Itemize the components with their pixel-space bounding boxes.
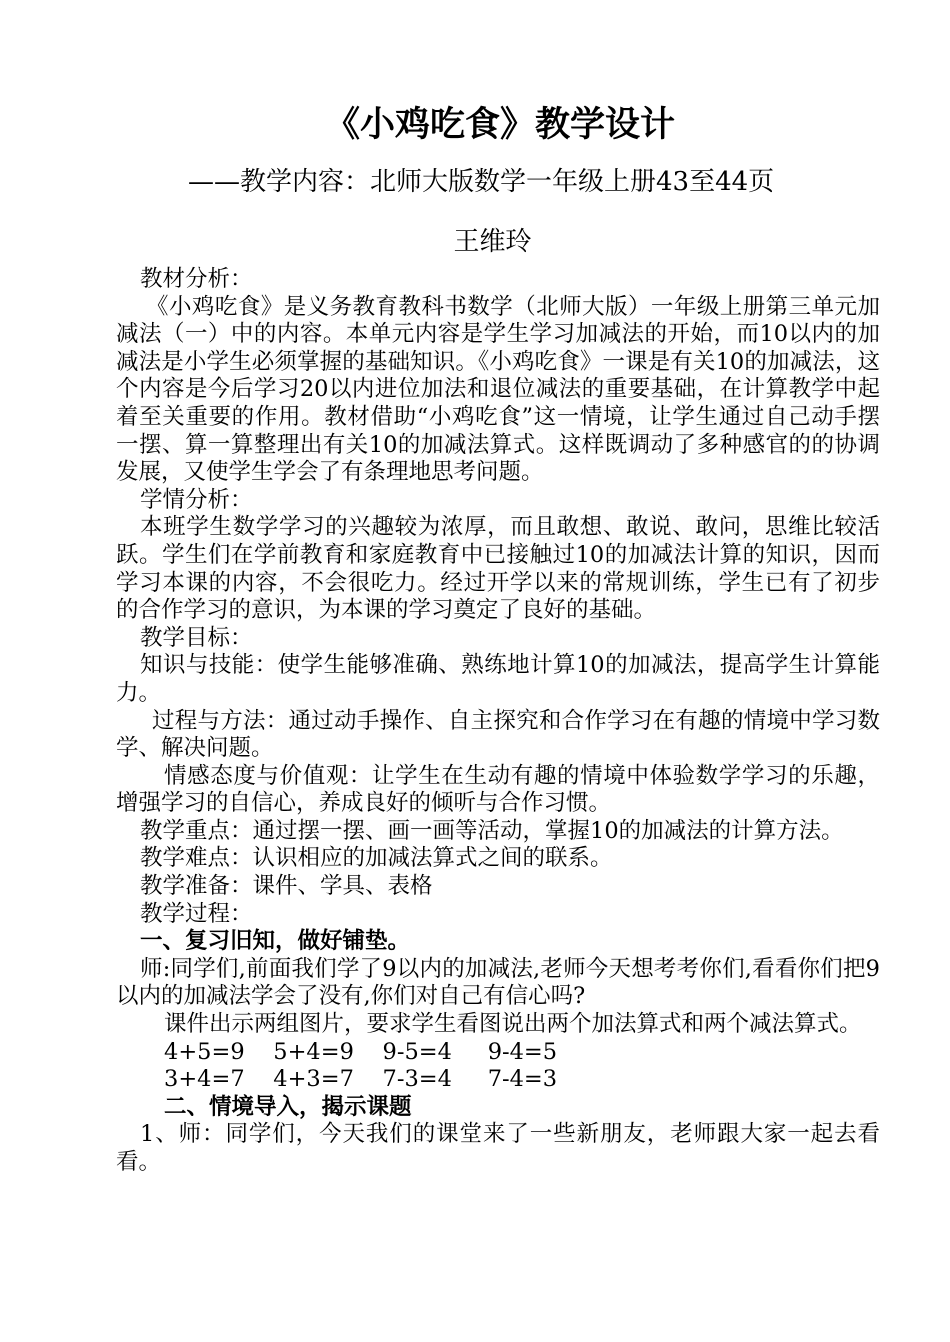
equation: 4+5=9 bbox=[164, 1038, 245, 1065]
paragraph-key-point: 教学重点：通过摆一摆、画一画等活动，掌握10的加减法的计算方法。 bbox=[140, 817, 844, 844]
equation-row bbox=[116, 1039, 880, 1067]
document-body bbox=[116, 266, 880, 1177]
document-title: 《小鸡吃食》教学设计 bbox=[324, 104, 675, 145]
paragraph-teacher-review: 师:同学们,前面我们学了9以内的加减法,老师今天想考考你们,看看你们把9以内的加减法学会了没有,你们对自己有信心吗? bbox=[116, 955, 880, 1010]
equation: 9-4=5 bbox=[487, 1038, 558, 1065]
paragraph-goal-knowledge: 知识与技能：使学生能够准确、熟练地计算10的加减法，提高学生计算能力。 bbox=[116, 652, 880, 706]
equation-row bbox=[116, 1066, 880, 1094]
section-heading-introduction: 二、情境导入，揭示课题 bbox=[164, 1093, 412, 1120]
section-heading-teaching-process: 教学过程： bbox=[140, 900, 253, 927]
section-heading-teaching-goals: 教学目标： bbox=[140, 624, 253, 651]
equation: 5+4=9 bbox=[273, 1038, 354, 1065]
paragraph-textbook-analysis: 《小鸡吃食》是义务教育教科书数学（北师大版）一年级上册第三单元加减法（一）中的内容。本单元内容是学生学习加减法的开始，而10以内的加减法是小学生必须掌握的基础知识。《小鸡吃食》一课是有关10的加减法，这个内容是今后学习20以内进位加法和退位减法的重要基础，在计算教学中起着至关重要的作用。教材借助“小鸡吃食”这一情境，让学生通过自己动手摆一摆、算一算整理出有关10的加减法算式。这样既调动了多种感官的的协调发展，又使学生学会了有条理地思考问题。 bbox=[116, 293, 880, 486]
document-author: 王维玲 bbox=[453, 227, 532, 257]
paragraph-difficult-point: 教学难点：认识相应的加减法算式之间的联系。 bbox=[140, 845, 613, 872]
paragraph-student-analysis: 本班学生数学学习的兴趣较为浓厚，而且敢想、敢说、敢问，思维比较活跃。学生们在学前教育和家庭教育中已接触过10的加减法计算的知识，因而学习本课的内容，不会很吃力。经过开学以来的常规训练，学生已有了初步的合作学习的意识，为本课的学习奠定了良好的基础。 bbox=[116, 514, 880, 624]
paragraph-preparation: 教学准备：课件、学具、表格 bbox=[140, 873, 433, 900]
document-subtitle: ——教学内容：北师大版数学一年级上册43至44页 bbox=[188, 167, 775, 197]
paragraph-goal-process: 过程与方法：通过动手操作、自主探究和合作学习在有趣的情境中学习数学、解决问题。 bbox=[116, 707, 880, 762]
section-heading-student-analysis: 学情分析： bbox=[140, 486, 253, 513]
equation: 4+3=7 bbox=[273, 1066, 354, 1093]
section-heading-review: 一、复习旧知，做好铺垫。 bbox=[140, 928, 411, 955]
equation: 7-3=4 bbox=[382, 1066, 452, 1093]
paragraph-goal-emotion: 情感态度与价值观：让学生在生动有趣的情境中体验数学学习的乐趣，增强学习的自信心，养成良好的倾听与合作习惯。 bbox=[116, 762, 880, 817]
equation: 9-5=4 bbox=[382, 1038, 452, 1065]
paragraph-courseware: 课件出示两组图片，要求学生看图说出两个加法算式和两个减法算式。 bbox=[164, 1011, 862, 1038]
paragraph-teacher-intro: 1、师：同学们，今天我们的课堂来了一些新朋友，老师跟大家一起去看看。 bbox=[116, 1121, 880, 1175]
section-heading-textbook-analysis: 教材分析： bbox=[140, 266, 253, 292]
equation: 3+4=7 bbox=[164, 1066, 245, 1093]
equation: 7-4=3 bbox=[487, 1066, 558, 1093]
